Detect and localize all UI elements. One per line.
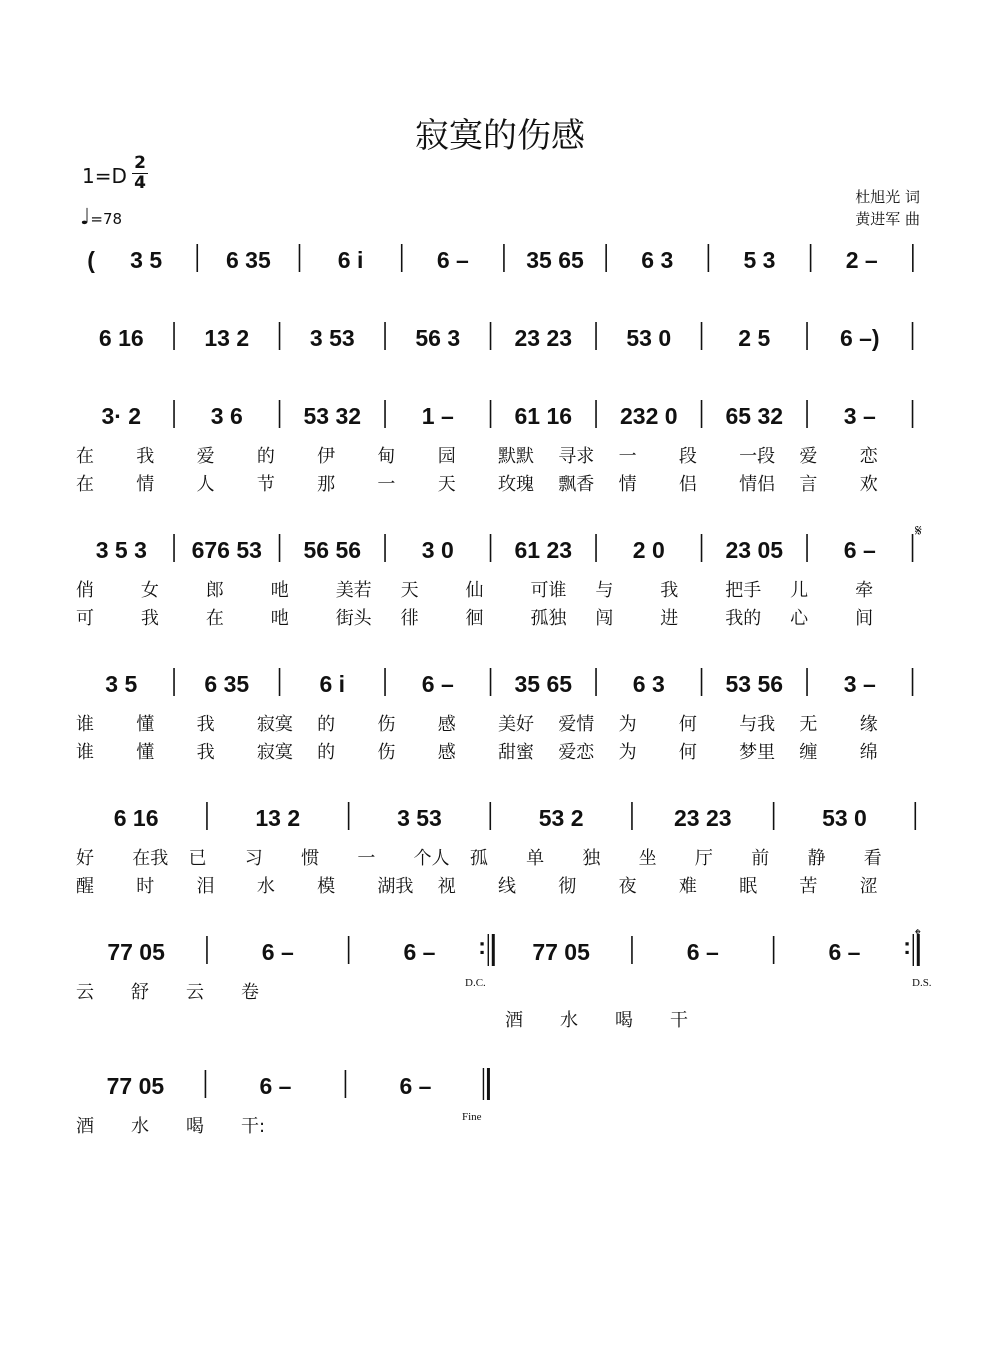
lyric-syllable: 一 (618, 446, 637, 467)
note-group: 3 53 (309, 325, 355, 351)
note-group: 2 5 (738, 325, 771, 351)
note-group: 13 2 (204, 325, 250, 351)
lyric-syllable: 俏 (76, 580, 94, 601)
lyric-syllable: 情侣 (739, 474, 776, 495)
lyric-syllable: 徘 (400, 608, 419, 629)
lyric-syllable: 飘香 (558, 474, 595, 495)
lyric-syllable: 女 (140, 580, 159, 601)
note-group: 77 05 (106, 1073, 165, 1099)
lyric-syllable: 喝 (615, 1010, 633, 1031)
lyric-syllable: 伊 (317, 446, 336, 467)
lyric-syllable: 的 (317, 742, 336, 763)
lyric-syllable: 可谁 (530, 580, 567, 601)
lyric-syllable: 谁 (76, 714, 94, 735)
lyric-syllable: 情 (618, 474, 637, 495)
lyric-syllable: 闯 (595, 608, 614, 629)
lyric-syllable: 绵 (859, 742, 878, 763)
note-group: 6 16 (113, 805, 159, 831)
note-group: 6 3 (641, 247, 674, 273)
note-group: 6 –) (839, 325, 880, 351)
note-group: 6 – (436, 247, 469, 273)
composer: 黄进军 曲 (855, 210, 920, 228)
note-group: 6 35 (204, 671, 250, 697)
lyric-syllable: 水 (560, 1010, 578, 1031)
lyric-syllable: 感 (437, 714, 456, 735)
lyric-syllable: 寂寞 (256, 714, 293, 735)
note-group: 77 05 (532, 939, 590, 965)
note-group: 6 3 (632, 671, 665, 697)
note-group: 3· 2 (101, 403, 142, 429)
lyric-syllable: 吔 (270, 608, 289, 629)
lyric-syllable: 缘 (859, 714, 878, 735)
lyric-syllable: 爱 (196, 446, 215, 467)
lyric-syllable: 美好 (498, 714, 534, 735)
lyric-syllable: 美若 (335, 580, 372, 601)
lyric-syllable: 的 (317, 714, 336, 735)
lyric-syllable: 无 (799, 714, 818, 735)
note-group: 56 56 (303, 537, 362, 563)
lyric-syllable: 干: (241, 1116, 266, 1137)
lyric-syllable: 醒 (76, 876, 94, 897)
lyric-syllable: 情 (136, 474, 155, 495)
note-group: 6 – (403, 939, 436, 965)
note-group: 23 23 (514, 325, 573, 351)
lyric-syllable: 坐 (638, 848, 657, 869)
note-group: 53 56 (725, 671, 784, 697)
lyric-syllable: 把手 (725, 580, 762, 601)
note-group: 3 6 (210, 403, 243, 429)
lyric-syllable: 天 (437, 474, 456, 495)
lyric-syllable: 牵 (855, 580, 874, 601)
lyric-syllable: 梦里 (739, 742, 776, 763)
note-group: 65 32 (725, 403, 784, 429)
lyric-syllable: 心 (790, 608, 809, 629)
lyric-syllable: 爱恋 (558, 742, 595, 763)
lyric-syllable: 儿 (790, 580, 809, 601)
note-group: 6 35 (225, 247, 271, 273)
note-group: 6 – (399, 1073, 432, 1099)
lyric-syllable: 甸 (377, 446, 396, 467)
lyric-syllable: 吔 (270, 580, 289, 601)
lyric-syllable: 园 (437, 446, 456, 467)
coda-icon: 𝄌 (915, 927, 921, 944)
lyric-syllable: 默默 (498, 446, 534, 467)
lyric-syllable: 段 (678, 446, 697, 467)
lyric-syllable: 与我 (739, 714, 776, 735)
note-group: 3 5 (130, 247, 163, 273)
song-title: 寂寞的伤感 (415, 116, 585, 156)
lyric-syllable: 线 (498, 876, 516, 897)
lyric-syllable: 难 (678, 876, 697, 897)
lyric-syllable: 爱情 (558, 714, 595, 735)
lyric-syllable: 懂 (136, 714, 155, 735)
note-group: 2 0 (632, 537, 665, 563)
lyric-syllable: 那 (317, 474, 336, 495)
note-group: 61 16 (514, 403, 573, 429)
lyric-syllable: 缠 (799, 742, 818, 763)
lyric-syllable: 涩 (859, 876, 878, 897)
lyric-syllable: 节 (256, 474, 275, 495)
note-group: 53 2 (538, 805, 584, 831)
lyric-syllable: 进 (660, 608, 679, 629)
lyric-syllable: 徊 (465, 608, 484, 629)
repeat-dots: : (478, 933, 486, 959)
lyric-syllable: 个人 (413, 848, 450, 869)
lyric-syllable: 惯 (301, 848, 320, 869)
note-group: 53 32 (303, 403, 362, 429)
lyric-syllable: 何 (678, 714, 697, 735)
lyric-syllable: 湖我 (377, 876, 414, 897)
lyric-syllable: 伤 (377, 742, 396, 763)
fine-marking: Fine (462, 1111, 482, 1123)
note-group: 35 65 (526, 247, 584, 273)
lyric-syllable: 为 (618, 742, 637, 763)
note-group: 23 05 (725, 537, 784, 563)
lyric-syllable: 我 (136, 446, 155, 467)
lyric-syllable: 甜蜜 (498, 742, 534, 763)
time-signature-bottom: 4 (134, 173, 146, 193)
lyric-syllable: 人 (196, 474, 215, 495)
lyric-syllable: 寻求 (558, 446, 595, 467)
lyric-syllable: 酒 (76, 1116, 94, 1137)
note-group: 676 53 (191, 537, 262, 563)
lyric-syllable: 寂寞 (256, 742, 293, 763)
note-group: 53 0 (822, 805, 867, 831)
lyric-syllable: 一 (377, 474, 396, 495)
time-signature-top: 2 (134, 153, 146, 173)
note-group: 6 i (319, 671, 346, 697)
lyric-syllable: 伤 (377, 714, 396, 735)
lyric-syllable: 习 (244, 848, 263, 869)
note-group: 6 – (261, 939, 294, 965)
lyric-syllable: 我 (196, 714, 215, 735)
lyric-syllable: 云 (76, 982, 94, 1003)
lyric-syllable: 街头 (335, 608, 372, 629)
note-group: 6 – (843, 537, 876, 563)
ds-marking: D.S. (912, 977, 932, 989)
lyric-syllable: 我 (140, 608, 159, 629)
lyric-syllable: 为 (618, 714, 637, 735)
lyric-syllable: 玫瑰 (498, 474, 534, 495)
lyric-syllable: 时 (136, 876, 155, 897)
segno-icon: 𝄋 (915, 523, 922, 540)
lyric-syllable: 喝 (186, 1116, 204, 1137)
note-group: 2 – (845, 247, 878, 273)
lyric-syllable: 爱 (799, 446, 818, 467)
dc-marking: D.C. (465, 977, 486, 989)
lyric-syllable: 言 (799, 474, 818, 495)
note-group: 6 – (828, 939, 861, 965)
note-group: 6 – (686, 939, 719, 965)
lyric-syllable: 我 (196, 742, 215, 763)
lyric-syllable: 一段 (739, 446, 776, 467)
lyric-syllable: 我的 (725, 608, 762, 629)
lyric-syllable: 前 (751, 848, 770, 869)
note-group: 6 – (259, 1073, 292, 1099)
lyric-syllable: 眠 (739, 876, 758, 897)
lyric-syllable: 夜 (618, 876, 637, 897)
lyric-syllable: 在 (205, 608, 224, 629)
note-group: 6 i (337, 247, 364, 273)
note-group: 35 65 (514, 671, 573, 697)
lyric-syllable: 孤独 (530, 608, 567, 629)
lyric-syllable: 可 (76, 608, 94, 629)
lyric-syllable: 恋 (859, 446, 878, 467)
lyric-syllable: 已 (188, 848, 207, 869)
note-group: 13 2 (255, 805, 301, 831)
lyric-syllable: 干 (670, 1010, 688, 1031)
lyric-syllable: 在 (76, 446, 94, 467)
lyric-syllable: 在 (76, 474, 94, 495)
lyric-syllable: 仙 (465, 580, 484, 601)
lyric-syllable: 水 (256, 876, 275, 897)
lyric-syllable: 在我 (132, 848, 169, 869)
note-group: 3 5 3 (95, 537, 147, 563)
note-group: ( (87, 247, 95, 273)
tempo-value: =78 (90, 210, 123, 228)
note-group: 53 0 (626, 325, 672, 351)
lyric-syllable: 静 (807, 848, 826, 869)
note-group: 3 – (843, 671, 876, 697)
note-group: 1 – (421, 403, 454, 429)
lyric-syllable: 何 (678, 742, 697, 763)
lyric-syllable: 舒 (131, 982, 149, 1003)
lyric-syllable: 天 (400, 580, 419, 601)
lyric-syllable: 泪 (196, 876, 215, 897)
note-group: 3 5 (105, 671, 138, 697)
note-group: 61 23 (514, 537, 573, 563)
note-group: 23 23 (674, 805, 732, 831)
lyric-syllable: 郎 (205, 580, 224, 601)
lyric-syllable: 与 (595, 580, 614, 601)
note-group: 3 – (843, 403, 876, 429)
lyric-syllable: 云 (186, 982, 204, 1003)
key-signature: 1=D (82, 164, 127, 188)
note-group: 6 16 (98, 325, 144, 351)
lyric-syllable: 间 (855, 608, 874, 629)
note-group: 3 53 (397, 805, 442, 831)
lyric-syllable: 卷 (241, 982, 259, 1003)
note-group: 3 0 (421, 537, 454, 563)
note-group: 5 3 (743, 247, 776, 273)
note-group: 56 3 (415, 325, 461, 351)
lyric-syllable: 欢 (859, 474, 878, 495)
lyric-syllable: 看 (863, 848, 882, 869)
lyric-syllable: 独 (582, 848, 601, 869)
note-group: 6 – (421, 671, 454, 697)
lyric-syllable: 彻 (558, 876, 577, 897)
lyric-syllable: 视 (437, 876, 456, 897)
lyric-syllable: 的 (256, 446, 275, 467)
lyric-syllable: 孤 (469, 848, 488, 869)
lyric-syllable: 模 (317, 876, 336, 897)
lyric-syllable: 酒 (505, 1010, 523, 1031)
lyric-syllable: 水 (131, 1116, 149, 1137)
lyric-syllable: 厅 (694, 848, 713, 869)
note-group: 77 05 (107, 939, 165, 965)
lyric-syllable: 单 (526, 848, 545, 869)
lyric-syllable: 感 (437, 742, 456, 763)
lyricist: 杜旭光 词 (855, 188, 920, 206)
lyric-syllable: 侣 (678, 474, 697, 495)
lyric-syllable: 好 (76, 848, 94, 869)
lyric-syllable: 懂 (136, 742, 155, 763)
note-group: 232 0 (620, 403, 678, 429)
lyric-syllable: 苦 (799, 876, 818, 897)
repeat-dots: : (903, 933, 911, 959)
lyric-syllable: 谁 (76, 742, 94, 763)
quarter-note-icon: ♩ (80, 205, 91, 230)
lyric-syllable: 我 (660, 580, 679, 601)
lyric-syllable: 一 (357, 848, 376, 869)
